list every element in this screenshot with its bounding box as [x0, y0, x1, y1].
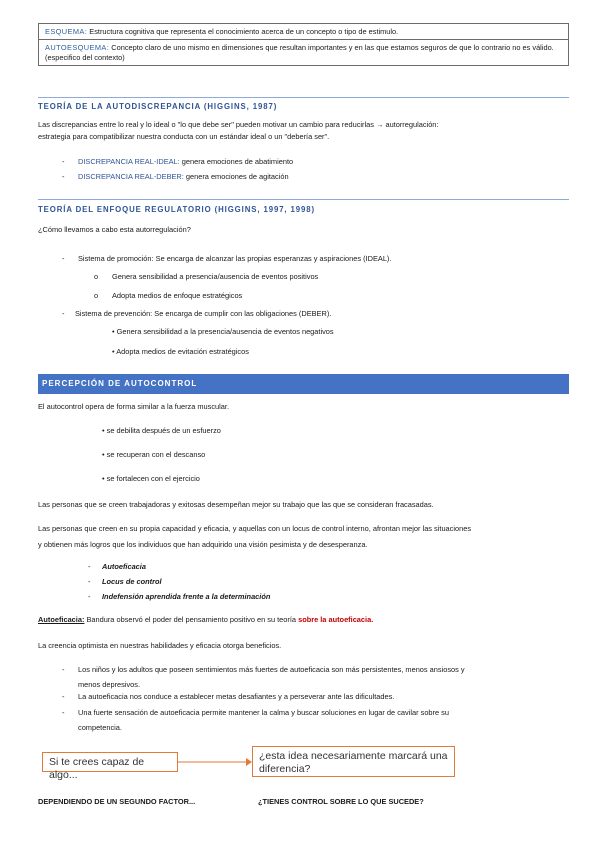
- arrow-right-icon: [178, 755, 252, 769]
- benefit-item: [78, 665, 569, 690]
- discrepancy-item: [78, 157, 293, 166]
- autocontrol-bullet-text: se debilita después de un esfuerzo: [106, 426, 221, 435]
- discrepancy-item: [78, 172, 289, 181]
- higgins-heading: TEORÍA DE LA AUTODISCREPANCIA (HIGGINS, 1987): [38, 102, 278, 111]
- esquema-definition: [39, 24, 568, 39]
- autocontrol-bullet-text: se fortalecen con el ejercicio: [106, 474, 200, 483]
- question-box-left: Si te crees capaz de algo...: [42, 752, 178, 772]
- autoeficacia-text: Bandura observó el poder del pensamiento positivo en su teoría: [84, 615, 299, 624]
- regulatorio-question: ¿Cómo llevamos a cabo esta autorregulación?: [38, 225, 191, 234]
- autoesquema-text: Concepto claro de uno mismo en dimensiones que resultan importantes y en las que estamos seguros de que lo contrario no es válido. (especifico del contexto): [45, 43, 554, 62]
- prevencion-item: Sistema de prevención: Se encarga de cumplir con las obligaciones (DEBER).: [75, 309, 332, 318]
- discrepancy-text: genera emociones de agitación: [183, 172, 289, 181]
- prevencion-sub: Adopta medios de evitación estratégicos: [116, 347, 249, 356]
- circle-bullet: o: [94, 272, 99, 281]
- dash-marker: -: [88, 577, 91, 586]
- circle-bullet: o: [94, 291, 99, 300]
- prevencion-sub: Genera sensibilidad a la presencia/ausencia de eventos negativos: [116, 327, 334, 336]
- section-rule: [38, 97, 569, 98]
- discrepancy-text: genera emociones de abatimiento: [179, 157, 294, 166]
- higgins-intro-line1: Las discrepancias entre lo real y lo ideal o "lo que debe ser" pueden motivar un cambio para reducirlas → autorregulación:: [38, 120, 439, 129]
- dash-marker: -: [62, 692, 65, 701]
- concept-item: Locus de control: [102, 577, 162, 586]
- autoesquema-definition: [39, 39, 568, 65]
- autocontrol-bullet: • se fortalecen con el ejercicio: [102, 474, 200, 483]
- footer-right-text: ¿TIENES CONTROL SOBRE LO QUE SUCEDE?: [258, 797, 424, 806]
- prevencion-sub-item: • Genera sensibilidad a la presencia/ausencia de eventos negativos: [112, 327, 334, 336]
- prevencion-sub-item: • Adopta medios de evitación estratégicos: [112, 347, 249, 356]
- discrepancy-term: DISCREPANCIA REAL-DEBER:: [78, 172, 184, 181]
- benefit-item: [78, 692, 569, 701]
- section-rule: [38, 199, 569, 200]
- question-box-right-line1: ¿esta idea necesariamente marcará una: [259, 750, 448, 762]
- concept-item: Autoeficacia: [102, 562, 146, 571]
- benefit-line: Una fuerte sensación de autoeficacia permite mantener la calma y buscar soluciones en lugar de cavilar sobre su: [78, 708, 449, 717]
- dash-marker: -: [88, 592, 91, 601]
- benefit-line: Los niños y los adultos que poseen sentimientos más fuertes de autoeficacia son más persistentes, menos ansiosos y: [78, 665, 465, 674]
- definitions-box: [38, 23, 569, 66]
- autoeficacia-label: Autoeficacia:: [38, 615, 85, 624]
- dash-marker: -: [62, 172, 65, 181]
- higgins-intro-line2: estrategia para compatibilizar nuestra conducta con un estándar ideal o un "debería ser".: [38, 132, 330, 141]
- footer-left-text: DEPENDIENDO DE UN SEGUNDO FACTOR...: [38, 797, 196, 806]
- regulatorio-heading: TEORÍA DEL ENFOQUE REGULATORIO (HIGGINS, 1997, 1998): [38, 205, 315, 214]
- promocion-sub: Genera sensibilidad a presencia/ausencia de eventos positivos: [112, 272, 319, 281]
- paragraph-trabajadoras: Las personas que se creen trabajadoras y exitosas desempeñan mejor su trabajo que las que se consideran fracasadas.: [38, 500, 434, 509]
- dash-marker: -: [62, 157, 65, 166]
- dash-marker: -: [62, 665, 65, 674]
- benefit-line: menos depresivos.: [78, 680, 141, 690]
- paragraph-capacidad-line2: y obtienen más logros que los individuos que han adquirido una visión pesimista y de desesperanza.: [38, 540, 368, 549]
- dash-marker: -: [62, 309, 65, 318]
- dash-marker: -: [62, 254, 65, 263]
- autoesquema-term: AUTOESQUEMA:: [45, 43, 110, 53]
- esquema-term: ESQUEMA:: [45, 27, 88, 36]
- creencia-paragraph: La creencia optimista en nuestras habilidades y eficacia otorga beneficios.: [38, 641, 282, 650]
- autocontrol-bullet: • se recuperan con el descanso: [102, 450, 206, 459]
- discrepancy-term: DISCREPANCIA REAL-IDEAL:: [78, 157, 180, 166]
- autoeficacia-paragraph: [38, 615, 569, 624]
- question-box-right: [252, 746, 455, 777]
- benefit-line: competencia.: [78, 723, 122, 733]
- esquema-text: Estructura cognitiva que representa el conocimiento acerca de un concepto o tipo de estimulo.: [87, 27, 399, 36]
- autocontrol-bullet-text: se recuperan con el descanso: [106, 450, 206, 459]
- promocion-sub: Adopta medios de enfoque estratégicos: [112, 291, 243, 300]
- dash-marker: -: [88, 562, 91, 571]
- concept-item: Indefensión aprendida frente a la determinación: [102, 592, 271, 601]
- autocontrol-intro: El autocontrol opera de forma similar a la fuerza muscular.: [38, 402, 230, 411]
- paragraph-capacidad-line1: Las personas que creen en su propia capacidad y eficacia, y aquellas con un locus de control interno, afrontan mejor las situaciones: [38, 524, 472, 533]
- autocontrol-banner: PERCEPCIÓN DE AUTOCONTROL: [38, 374, 569, 394]
- question-box-right-line2: diferencia?: [259, 762, 311, 775]
- autocontrol-bullet: • se debilita después de un esfuerzo: [102, 426, 221, 435]
- benefit-line: La autoeficacia nos conduce a establecer metas desafiantes y a perseverar ante las dificultades.: [78, 692, 395, 701]
- promocion-item: Sistema de promoción: Se encarga de alcanzar las propias esperanzas y aspiraciones (IDEAL).: [78, 254, 392, 263]
- autoeficacia-red-text: sobre la autoeficacia.: [298, 615, 374, 624]
- benefit-item: [78, 708, 569, 733]
- dash-marker: -: [62, 708, 65, 717]
